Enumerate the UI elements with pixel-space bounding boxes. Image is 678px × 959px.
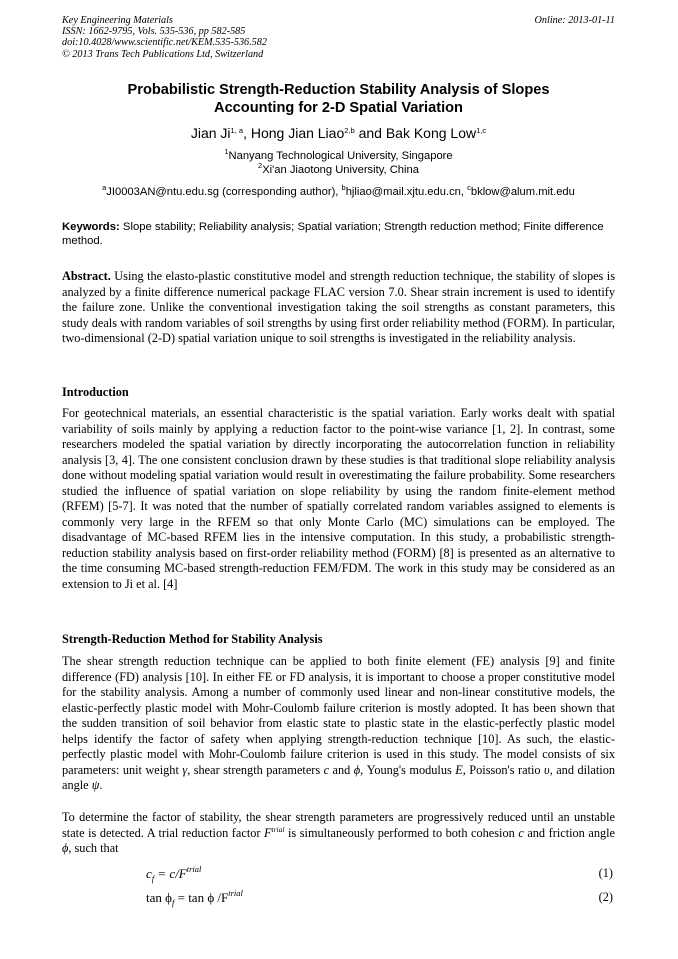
symbol-c: c [323,762,330,777]
srm-p1-text: , Young's modulus [360,762,456,777]
title-line-1: Probabilistic Strength-Reduction Stability Analysis of Slopes [127,82,550,98]
eq-superscript: trial [228,888,243,898]
email-2: hjliao@mail.xjtu.edu.cn, [345,186,468,198]
eq-lhs: c [146,866,152,881]
copyright-line: © 2013 Trans Tech Publications Ltd, Switzerland [62,48,264,60]
abstract-paragraph [62,269,615,347]
eq-rhs: = tan ϕ /F [174,890,229,905]
equation-1-number: (1) [598,866,613,880]
srm-p2-text: is simultaneously performed to both cohesion [284,825,519,840]
eq-subscript: f [171,897,175,908]
eq-rhs: = c/F [154,866,187,881]
email-1-marker: a [102,183,107,192]
symbol-trial: trial [271,824,285,834]
author-separator: and [354,125,386,141]
symbol-gamma: γ [182,762,188,777]
online-date: Online: 2013-01-11 [534,15,615,26]
keywords-block [62,220,615,249]
equation-1-expression [146,866,201,884]
title-line-2: Accounting for 2-D Spatial Variation [214,100,463,116]
affiliation-2-marker: 2 [258,161,263,170]
affiliation-1-text: Nanyang Technological University, Singapore [228,150,453,162]
author-3-marker: 1,c [476,126,487,135]
equation-2 [62,890,615,908]
srm-p1-text: , Poisson's ratio [462,762,545,777]
email-3-marker: c [467,183,471,192]
srm-paragraph-1 [62,654,615,794]
affiliation-1 [62,149,615,163]
introduction-paragraph: For geotechnical materials, an essential characteristic is the spatial variation. Early works dealt with spatial variability of soils mainly by applying a reduction factor to the point-wise variance [1, 2]. In contrast, some researchers modeled the spatial variation by directly incorporating the autocorrelation function in reliability analysis [3, 4]. The one consistent conclusion drawn by these studies is that traditional slope reliability analysis done without modeling spatial variation would result in overestimating the failure probability. Some researchers studied the influence of spatial variation on slope reliability by using the random finite-element method (RFEM) [5-7]. It was noted that the number of spatially correlated random variables assigned to elements is commonly very large in the RFEM so that only Monte Carlo (MC) simulations can be employed. The disadvantage of MC-based RFEM lies in the intensive computation. In this study, a probabilistic strength-reduction stability analysis based on first-order reliability method (FORM) [8] is presented as an alternative to the time consuming MC-based strength-reduction FEM/FDM. The work in this study may be considered as an extension to Ji et al. [4] [62,406,615,591]
srm-p2-text: and friction angle [523,825,615,840]
author-1-marker: 1, a [230,126,244,135]
eq-superscript: trial [186,864,202,874]
symbol-phi: ϕ [62,841,69,855]
equation-2-expression [146,890,243,908]
srm-p1-text: , shear strength parameters [187,762,324,777]
paper-title [62,81,615,117]
eq-subscript: f [151,873,155,884]
equation-1 [62,866,615,884]
author-3: Bak Kong Low [385,125,477,141]
symbol-c: c [518,825,524,840]
srm-p1-text: . [99,778,103,792]
author-separator: , [243,125,251,141]
symbol-e: E [455,762,463,777]
affiliation-1-marker: 1 [224,147,229,156]
doi-line: doi:10.4028/www.scientific.net/KEM.535-536.582 [62,37,267,49]
srm-p1-text: , and dilation angle [62,762,616,792]
symbol-phi: ϕ [353,762,361,777]
eq-lhs: tan ϕ [146,890,172,905]
author-2: Hong Jian Liao [250,125,345,141]
symbol-psi: ψ [91,778,100,792]
issn-line: ISSN: 1662-9795, Vols. 535-536, pp 582-585 [62,26,246,38]
keywords-text: Slope stability; Reliability analysis; Spatial variation; Strength reduction method; Finite difference method. [62,221,604,248]
journal-name: Key Engineering Materials [62,15,173,26]
email-line [62,185,615,199]
symbol-nu: υ [544,762,550,777]
author-2-marker: 2,b [344,126,355,135]
affiliation-2 [62,163,615,177]
journal-header [62,15,615,60]
abstract-text: Using the elasto-plastic constitutive model and strength reduction technique, the stability of slopes is analyzed by a finite difference numerical package FLAC version 7.0. Shear strain increment is used to identify the failure zone. Unlike the conventional investigation taking the soil strengths as constant parameters, this study deals with random variables of soil strengths by using first order reliability method (FORM). In particular, two-dimensional (2-D) spatial variation unique to soil strengths is investigated in the reliability analysis. [62,269,615,345]
equation-2-number: (2) [598,890,613,904]
introduction-heading: Introduction [62,385,129,399]
srm-p2-text: , such that [68,841,119,855]
symbol-f: F [264,825,272,840]
author-1: Jian Ji [190,125,231,141]
srm-p2-text: To determine the factor of stability, the shear strength parameters are progressively reduced until an unstable state is detected. A trial reduction factor [62,810,615,840]
email-1: JI0003AN@ntu.edu.sg (corresponding author), [106,186,342,198]
email-2-marker: b [341,183,346,192]
author-list [62,124,615,142]
srm-p1-text: The shear strength reduction technique can be applied to both finite element (FE) analysis [9] and finite difference (FD) analysis [10]. In either FE or FD analysis, it is important to choose a proper constitutive model for the stability analysis. Among a number of commonly used linear and non-linear constitutive models, the elastic-perfectly plastic model with Mohr-Coulomb failure criterion is mostly adopted. It has been shown that the sudden transition of soil behavior from elastic state to plastic state in the elastic-perfectly plastic model helps identify the factor of safety when applying strength-reduction technique [10]. As such, the elastic-perfectly plastic model with Mohr-Coulomb failure criterion is used in this study. The model consists of six parameters: unit weight [62,654,615,777]
srm-p1-text: and [329,762,354,777]
srm-heading: Strength-Reduction Method for Stability Analysis [62,632,323,646]
srm-paragraph-2 [62,810,615,857]
affiliation-2-text: Xi'an Jiaotong University, China [262,164,419,176]
email-3: bklow@alum.mit.edu [470,186,575,198]
abstract-label: Abstract. [62,269,111,283]
keywords-label: Keywords: [62,221,120,233]
